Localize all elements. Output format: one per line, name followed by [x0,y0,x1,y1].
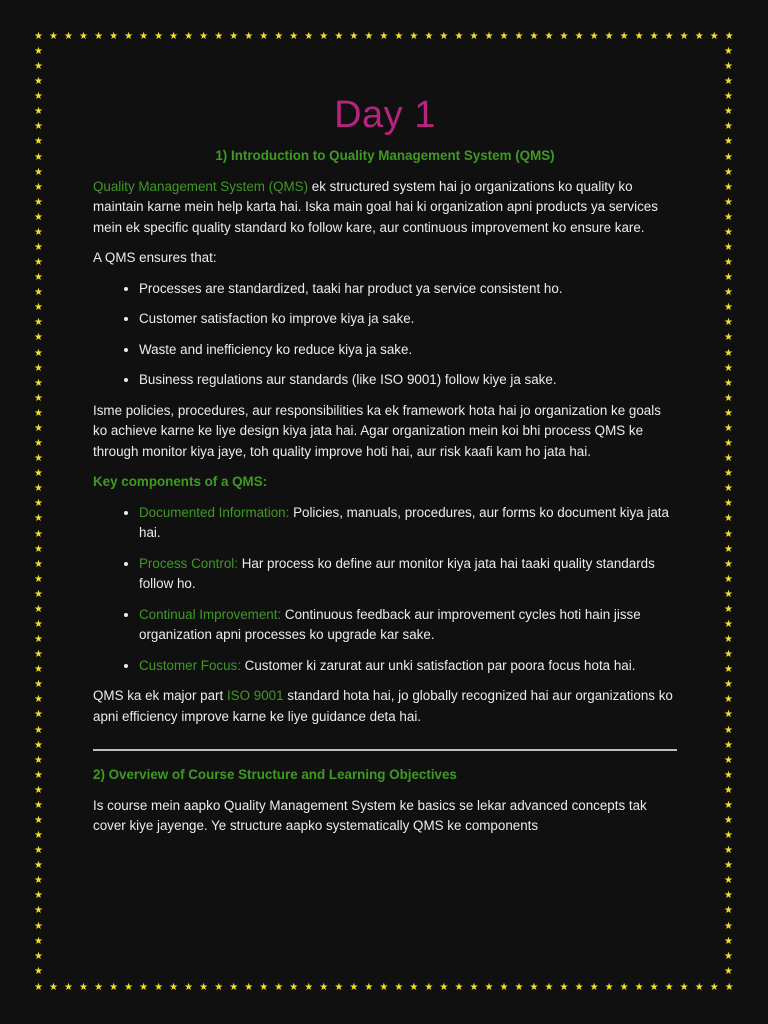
top-star-icon: ★ [379,31,389,42]
right-star-icon: ★ [724,347,733,359]
bottom-star-icon: ★ [334,982,344,993]
right-star-icon: ★ [724,543,733,555]
bottom-star-icon: ★ [244,982,254,993]
right-star-icon: ★ [724,332,733,344]
top-star-icon: ★ [664,31,674,42]
bottom-star-icon: ★ [229,982,239,993]
bottom-star-icon: ★ [694,982,704,993]
bottom-star-icon: ★ [274,982,284,993]
framework-paragraph: Isme policies, procedures, aur responsibilities ka ek framework hota hai jo organization ke goals ko achieve karne ke liye design kiya jata hai. Agar organization mein koi bhi process QMS ke through monitor kiya jaye, toh quality improve hoti hai, aur risk kaafi kam ho jata hai. [93,402,661,459]
top-star-icon: ★ [139,31,149,42]
left-star-icon: ★ [34,377,43,389]
bottom-star-icon: ★ [139,982,149,993]
left-star-icon: ★ [34,226,43,238]
left-star-icon: ★ [34,407,43,419]
right-star-icon: ★ [724,106,733,118]
bottom-star-icon: ★ [499,982,509,993]
bottom-star-icon: ★ [364,982,374,993]
bottom-star-icon: ★ [604,982,614,993]
left-star-icon: ★ [34,468,43,480]
bottom-star-icon: ★ [64,982,73,993]
top-star-icon: ★ [619,31,629,42]
top-star-icon: ★ [229,31,239,42]
list-item: • Business regulations aur standards (like ISO 9001) follow kiye ja sake. [139,370,677,391]
top-star-icon: ★ [154,31,164,42]
left-star-icon: ★ [34,422,43,434]
top-star-icon: ★ [304,31,314,42]
bottom-star-icon: ★ [214,982,224,993]
star-border-right [724,46,733,978]
bottom-star-icon: ★ [514,982,524,993]
left-star-icon: ★ [34,392,43,404]
left-star-icon: ★ [34,438,43,450]
top-star-icon: ★ [49,31,58,42]
top-star-icon: ★ [409,31,419,42]
right-star-icon: ★ [724,483,733,495]
right-star-icon: ★ [724,558,733,570]
section-divider [93,749,677,751]
left-star-icon: ★ [34,61,43,73]
top-star-icon: ★ [604,31,614,42]
left-star-icon: ★ [34,166,43,178]
right-star-icon: ★ [724,257,733,269]
star-border-left [34,46,43,978]
list-item [139,605,677,646]
left-star-icon: ★ [34,890,43,902]
top-star-icon: ★ [124,31,134,42]
left-star-icon: ★ [34,91,43,103]
left-star-icon: ★ [34,317,43,329]
top-star-icon: ★ [514,31,524,42]
section1-heading: 1) Introduction to Quality Management System (QMS) [215,148,555,163]
right-star-icon: ★ [724,76,733,88]
left-star-icon: ★ [34,875,43,887]
right-star-icon: ★ [724,317,733,329]
top-star-icon: ★ [634,31,644,42]
right-star-icon: ★ [724,649,733,661]
left-star-icon: ★ [34,950,43,962]
top-star-icon: ★ [694,31,704,42]
top-star-icon: ★ [439,31,449,42]
top-star-icon: ★ [244,31,254,42]
bottom-star-icon: ★ [589,982,599,993]
top-star-icon: ★ [79,31,89,42]
right-star-icon: ★ [724,272,733,284]
right-star-icon: ★ [724,724,733,736]
components-list [93,503,677,677]
left-star-icon: ★ [34,136,43,148]
left-star-icon: ★ [34,196,43,208]
right-star-icon: ★ [724,920,733,932]
bottom-star-icon: ★ [304,982,314,993]
bottom-star-icon: ★ [94,982,104,993]
top-star-icon: ★ [319,31,329,42]
right-star-icon: ★ [724,513,733,525]
bottom-star-icon: ★ [469,982,479,993]
bottom-star-icon: ★ [154,982,164,993]
right-star-icon: ★ [724,845,733,857]
left-star-icon: ★ [34,513,43,525]
left-star-icon: ★ [34,483,43,495]
right-star-icon: ★ [724,830,733,842]
star-border-bottom [34,982,734,994]
bottom-star-icon: ★ [349,982,359,993]
top-star-icon: ★ [484,31,494,42]
left-star-icon: ★ [34,754,43,766]
left-star-icon: ★ [34,664,43,676]
right-star-icon: ★ [724,46,733,57]
bottom-star-icon: ★ [439,982,449,993]
right-star-icon: ★ [724,377,733,389]
list-item [139,503,677,544]
right-star-icon: ★ [724,181,733,193]
left-star-icon: ★ [34,935,43,947]
right-star-icon: ★ [724,799,733,811]
top-star-icon: ★ [559,31,569,42]
left-star-icon: ★ [34,784,43,796]
left-star-icon: ★ [34,920,43,932]
bottom-star-icon: ★ [484,982,494,993]
top-star-icon: ★ [394,31,404,42]
bottom-star-icon: ★ [34,982,43,993]
right-star-icon: ★ [724,453,733,465]
iso-paragraph [93,686,677,727]
ensures-label: A QMS ensures that: [93,250,217,265]
top-star-icon: ★ [34,31,43,42]
right-star-icon: ★ [724,634,733,646]
right-star-icon: ★ [724,151,733,163]
left-star-icon: ★ [34,830,43,842]
list-item: • Waste and inefficiency ko reduce kiya ja sake. [139,340,677,361]
left-star-icon: ★ [34,814,43,826]
left-star-icon: ★ [34,860,43,872]
left-star-icon: ★ [34,679,43,691]
top-star-icon: ★ [424,31,434,42]
right-star-icon: ★ [724,573,733,585]
top-star-icon: ★ [199,31,209,42]
list-item [139,554,677,595]
left-star-icon: ★ [34,603,43,615]
left-star-icon: ★ [34,242,43,254]
bottom-star-icon: ★ [319,982,329,993]
top-star-icon: ★ [649,31,659,42]
bottom-star-icon: ★ [709,982,719,993]
top-star-icon: ★ [289,31,299,42]
right-star-icon: ★ [724,302,733,314]
bottom-star-icon: ★ [184,982,194,993]
list-item: • Customer satisfaction ko improve kiya ja sake. [139,309,677,330]
right-star-icon: ★ [724,603,733,615]
bottom-star-icon: ★ [424,982,434,993]
top-star-icon: ★ [454,31,464,42]
top-star-icon: ★ [169,31,179,42]
top-star-icon: ★ [259,31,269,42]
right-star-icon: ★ [724,754,733,766]
component-text: Continuous feedback aur improvement cycles hoti hain jisse organization apni processes ko upgrade kar sake. [139,606,641,642]
right-star-icon: ★ [724,422,733,434]
top-star-icon: ★ [724,31,734,42]
top-star-icon: ★ [64,31,73,42]
component-text: Customer ki zarurat aur unki satisfaction par poora focus hota hai. [240,657,636,673]
left-star-icon: ★ [34,257,43,269]
right-star-icon: ★ [724,226,733,238]
bottom-star-icon: ★ [664,982,674,993]
left-star-icon: ★ [34,905,43,917]
top-star-icon: ★ [349,31,359,42]
right-star-icon: ★ [724,860,733,872]
right-star-icon: ★ [724,814,733,826]
left-star-icon: ★ [34,845,43,857]
bottom-star-icon: ★ [634,982,644,993]
left-star-icon: ★ [34,347,43,359]
qms-intro-text: ek structured system hai jo organizations ko quality ko maintain karne mein help karta hai. Iska main goal hai ki organization apni products ya services mein ek specific quality standard ko follow kare, aur continuous improvement ko ensure kare. [93,178,658,235]
right-star-icon: ★ [724,664,733,676]
top-star-icon: ★ [469,31,479,42]
right-star-icon: ★ [724,965,733,977]
component-label: Continual Improvement: [139,606,282,622]
bottom-star-icon: ★ [379,982,389,993]
top-star-icon: ★ [214,31,224,42]
left-star-icon: ★ [34,106,43,118]
component-text: Policies, manuals, procedures, aur forms ko document kiya jata hai. [139,504,669,540]
left-star-icon: ★ [34,453,43,465]
star-border-top [34,31,734,43]
bottom-star-icon: ★ [289,982,299,993]
list-item: • Processes are standardized, taaki har product ya service consistent ho. [139,279,677,300]
bottom-star-icon: ★ [169,982,179,993]
right-star-icon: ★ [724,588,733,600]
bottom-star-icon: ★ [199,982,209,993]
left-star-icon: ★ [34,739,43,751]
right-star-icon: ★ [724,905,733,917]
right-star-icon: ★ [724,618,733,630]
iso-text-after: standard hota hai, jo globally recognized hai aur organizations ko apni efficiency improve karne ke liye guidance deta hai. [93,688,673,724]
left-star-icon: ★ [34,694,43,706]
left-star-icon: ★ [34,272,43,284]
left-star-icon: ★ [34,618,43,630]
bottom-star-icon: ★ [679,982,689,993]
iso-term: ISO 9001 [226,688,284,703]
top-star-icon: ★ [574,31,584,42]
left-star-icon: ★ [34,965,43,977]
left-star-icon: ★ [34,558,43,570]
left-star-icon: ★ [34,181,43,193]
bottom-star-icon: ★ [124,982,134,993]
right-star-icon: ★ [724,242,733,254]
right-star-icon: ★ [724,166,733,178]
top-star-icon: ★ [499,31,509,42]
right-star-icon: ★ [724,694,733,706]
top-star-icon: ★ [589,31,599,42]
right-star-icon: ★ [724,935,733,947]
right-star-icon: ★ [724,196,733,208]
bottom-star-icon: ★ [259,982,269,993]
right-star-icon: ★ [724,91,733,103]
top-star-icon: ★ [529,31,539,42]
top-star-icon: ★ [709,31,719,42]
left-star-icon: ★ [34,46,43,57]
left-star-icon: ★ [34,709,43,721]
top-star-icon: ★ [679,31,689,42]
left-star-icon: ★ [34,543,43,555]
bottom-star-icon: ★ [79,982,89,993]
iso-text-before: QMS ka ek major part [93,688,227,703]
component-label: Documented Information: [139,504,290,520]
left-star-icon: ★ [34,362,43,374]
right-star-icon: ★ [724,362,733,374]
left-star-icon: ★ [34,76,43,88]
bottom-star-icon: ★ [559,982,569,993]
left-star-icon: ★ [34,498,43,510]
bottom-star-icon: ★ [574,982,584,993]
right-star-icon: ★ [724,890,733,902]
bottom-star-icon: ★ [619,982,629,993]
top-star-icon: ★ [109,31,119,42]
right-star-icon: ★ [724,679,733,691]
right-star-icon: ★ [724,407,733,419]
components-heading: Key components of a QMS: [93,474,268,489]
left-star-icon: ★ [34,151,43,163]
bottom-star-icon: ★ [409,982,419,993]
left-star-icon: ★ [34,302,43,314]
top-star-icon: ★ [334,31,344,42]
bottom-star-icon: ★ [454,982,464,993]
component-label: Process Control: [139,555,238,571]
left-star-icon: ★ [34,121,43,133]
left-star-icon: ★ [34,588,43,600]
list-item [139,656,677,677]
bottom-star-icon: ★ [49,982,58,993]
ensures-list [93,279,677,391]
page-title: Day 1 [334,94,436,136]
right-star-icon: ★ [724,769,733,781]
right-star-icon: ★ [724,136,733,148]
right-star-icon: ★ [724,121,733,133]
document-content [93,92,677,847]
right-star-icon: ★ [724,468,733,480]
top-star-icon: ★ [94,31,104,42]
qms-intro-paragraph [93,177,677,239]
left-star-icon: ★ [34,211,43,223]
right-star-icon: ★ [724,739,733,751]
left-star-icon: ★ [34,649,43,661]
course-paragraph: Is course mein aapko Quality Management System ke basics se lekar advanced concepts tak cover kiye jayenge. Ye structure aapko systematically QMS ke components [93,797,647,833]
left-star-icon: ★ [34,573,43,585]
right-star-icon: ★ [724,784,733,796]
right-star-icon: ★ [724,528,733,540]
bottom-star-icon: ★ [544,982,554,993]
right-star-icon: ★ [724,61,733,73]
bottom-star-icon: ★ [529,982,539,993]
component-label: Customer Focus: [139,657,241,673]
left-star-icon: ★ [34,634,43,646]
left-star-icon: ★ [34,724,43,736]
bottom-star-icon: ★ [394,982,404,993]
right-star-icon: ★ [724,875,733,887]
right-star-icon: ★ [724,392,733,404]
left-star-icon: ★ [34,528,43,540]
bottom-star-icon: ★ [724,982,734,993]
top-star-icon: ★ [544,31,554,42]
bottom-star-icon: ★ [649,982,659,993]
bottom-star-icon: ★ [109,982,119,993]
qms-term: Quality Management System (QMS) [93,178,309,194]
left-star-icon: ★ [34,287,43,299]
right-star-icon: ★ [724,438,733,450]
component-text: Har process ko define aur monitor kiya jata hai taaki quality standards follow ho. [139,555,655,591]
left-star-icon: ★ [34,769,43,781]
left-star-icon: ★ [34,332,43,344]
top-star-icon: ★ [364,31,374,42]
right-star-icon: ★ [724,211,733,223]
right-star-icon: ★ [724,287,733,299]
right-star-icon: ★ [724,709,733,721]
right-star-icon: ★ [724,498,733,510]
section2-heading: 2) Overview of Course Structure and Learning Objectives [93,767,457,782]
left-star-icon: ★ [34,799,43,811]
top-star-icon: ★ [274,31,284,42]
top-star-icon: ★ [184,31,194,42]
right-star-icon: ★ [724,950,733,962]
